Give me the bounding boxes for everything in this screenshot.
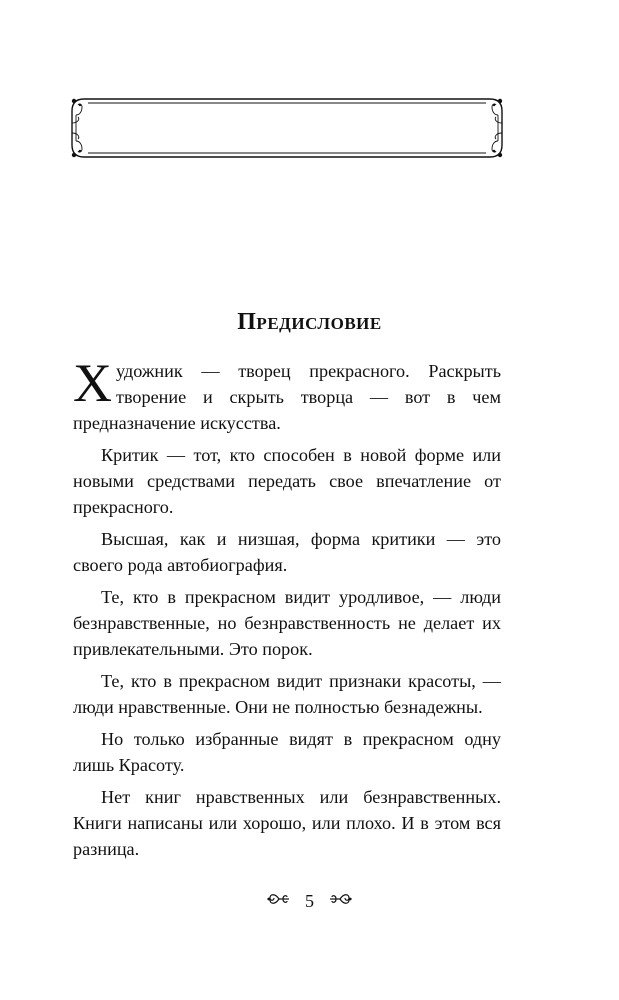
paragraph: Высшая, как и низшая, форма критики — это своего рода автобиография. — [73, 529, 501, 575]
fleuron-left-icon — [267, 888, 291, 914]
drop-cap: Х — [73, 353, 112, 413]
paragraph: Нет книг нравственных или безнравственных. Книги написаны или хорошо, или плохо. И в этом вся разница. — [73, 787, 501, 859]
page-footer — [0, 886, 619, 914]
paragraph-text: удожник — творец прекрасного. Раскрыть творение и скрыть творца — вот в чем предназначение искусства. — [73, 361, 501, 433]
paragraph: Те, кто в прекрасном видит уродливое, — люди безнравственные, но безнравственность не делает их привлекательными. Это порок. — [73, 587, 501, 659]
page-number: 5 — [305, 890, 314, 911]
paragraph: Но только избранные видят в прекрасном одну лишь Красоту. — [73, 729, 501, 775]
frame-ornament-icon — [70, 97, 504, 159]
paragraph: Критик — тот, кто способен в новой форме или новыми средствами передать свое впечатление от прекрасного. — [73, 445, 501, 517]
chapter-title: Предисловие — [237, 309, 382, 335]
ornamental-frame — [70, 97, 504, 159]
paragraph: Те, кто в прекрасном видит признаки красоты, — люди нравственные. Они не полностью безнадежны. — [73, 671, 501, 717]
paragraph — [73, 353, 501, 436]
body-text — [73, 353, 501, 868]
fleuron-right-icon — [328, 888, 352, 914]
